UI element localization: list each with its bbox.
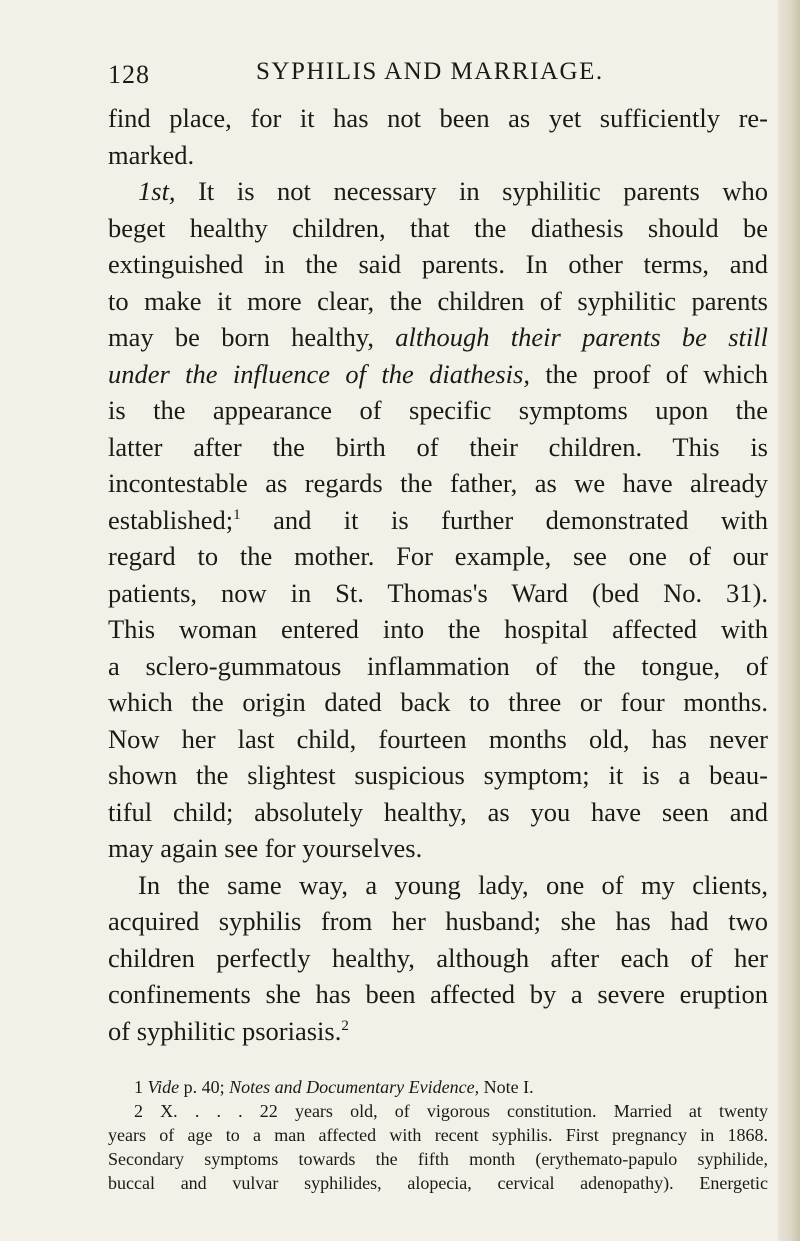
text-line: regard to the mother. For example, see one of our xyxy=(108,541,768,571)
italic-phrase: although their parents be still xyxy=(395,322,768,352)
text-line: marked. xyxy=(108,139,195,170)
text-segment: established; xyxy=(108,504,234,535)
running-head: SYPHILIS AND MARRIAGE. xyxy=(256,58,604,85)
footnote-2-line: years of age to a man affected with recent syphilis. First pregnancy in 1868. xyxy=(108,1125,768,1145)
text-line: may again see for yourselves. xyxy=(108,833,423,863)
footnote-number: 1 xyxy=(134,1077,143,1097)
italic-phrase: Vide xyxy=(147,1077,180,1097)
text-segment: p. 40; xyxy=(183,1077,225,1097)
text-segment: and it is further demonstrated with xyxy=(273,504,768,535)
text-line: is the appearance of specific symptoms upon the xyxy=(108,395,768,425)
text-line: beget healthy children, that the diathesis should be xyxy=(108,212,768,243)
footnote-ref: 1 xyxy=(233,506,241,523)
text-line: acquired syphilis from her husband; she has had two xyxy=(108,906,768,936)
text-segment: It is not necessary in syphilitic parents who xyxy=(198,176,768,206)
footnote-2-line: Secondary symptoms towards the fifth month (erythemato-papulo syphilide, xyxy=(108,1149,768,1169)
text-segment: of syphilitic psoriasis. xyxy=(108,1015,342,1046)
text-line xyxy=(108,173,768,210)
text-line: Now her last child, fourteen months old, has never xyxy=(108,723,768,754)
text-line: extinguished in the said parents. In other terms, and xyxy=(108,249,768,279)
text-line: to make it more clear, the children of syphilitic parents xyxy=(108,285,768,316)
text-line: shown the slightest suspicious symptom; it is a beau- xyxy=(108,760,768,790)
text-line: tiful child; absolutely healthy, as you have seen and xyxy=(108,796,768,827)
text-line: latter after the birth of their children. This is xyxy=(108,431,768,462)
text-line: children perfectly healthy, although after each of her xyxy=(108,942,768,973)
ordinal: 1st, xyxy=(138,176,176,206)
footnote-2-line: buccal and vulvar syphilides, alopecia, cervical adenopathy). Energetic xyxy=(108,1173,768,1193)
page-edge xyxy=(778,0,800,1241)
text-line xyxy=(108,1013,768,1050)
text-line: confinements she has been affected by a severe eruption xyxy=(108,979,768,1009)
italic-phrase: Notes and Documentary Evidence, xyxy=(229,1077,480,1097)
text-line: which the origin dated back to three or four months. xyxy=(108,687,768,717)
text-line: find place, for it has not been as yet sufficiently re- xyxy=(108,103,768,133)
footnote-1 xyxy=(108,1075,768,1099)
text-line: incontestable as regards the father, as we have already xyxy=(108,468,768,498)
body-text xyxy=(108,100,768,1049)
page-number: 128 xyxy=(108,60,150,89)
text-segment: the proof of which xyxy=(545,358,768,389)
footnotes xyxy=(108,1075,768,1195)
text-line: a sclero-gummatous inflammation of the tongue, of xyxy=(108,650,768,681)
footnote-ref: 2 xyxy=(341,1017,349,1034)
italic-phrase: under the influence of the diathesis, xyxy=(108,358,530,389)
footnote-2-line: 2 X. . . . 22 years old, of vigorous constitution. Married at twenty xyxy=(134,1101,768,1121)
text-line: In the same way, a young lady, one of my clients, xyxy=(138,869,768,900)
text-line xyxy=(108,356,768,393)
text-line: This woman entered into the hospital affected with xyxy=(108,614,768,644)
text-line xyxy=(108,502,768,539)
text-line xyxy=(108,319,768,356)
text-segment: may be born healthy, xyxy=(108,322,374,352)
text-line: patients, now in St. Thomas's Ward (bed No. 31). xyxy=(108,577,768,608)
page-header xyxy=(108,50,768,89)
text-segment: Note I. xyxy=(483,1077,534,1097)
